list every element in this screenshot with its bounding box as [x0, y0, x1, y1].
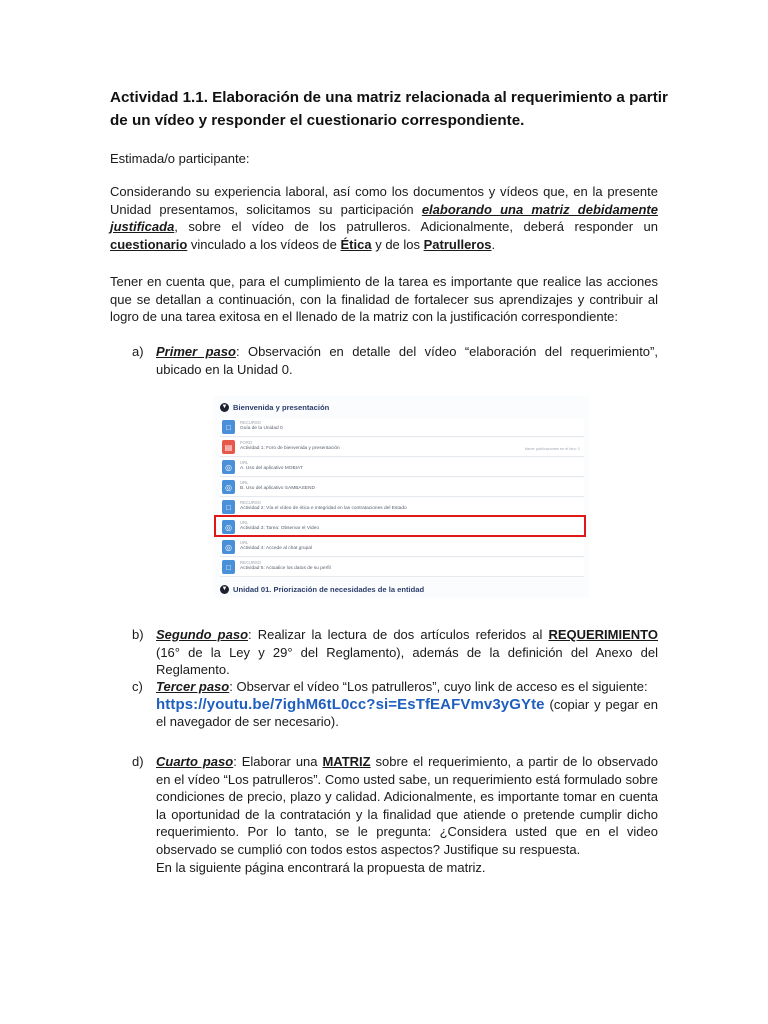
step-text: : Observar el vídeo “Los patrulleros”, cuyo link de acceso es el siguiente:	[229, 679, 648, 694]
section-title: Unidad 01. Priorización de necesidades de la entidad	[233, 584, 425, 594]
patrulleros-keyword: Patrulleros	[423, 236, 492, 252]
course-row	[220, 538, 584, 557]
ethics-keyword: Ética	[340, 236, 372, 252]
step-label: Cuarto paso	[156, 754, 234, 769]
row-type: FORO	[240, 440, 253, 445]
step-text: : Observación en detalle del vídeo “elaboración del requerimiento”, ubicado en la Unidad 0.	[156, 344, 658, 377]
step-label: Primer paso	[156, 344, 236, 359]
step-text: (16° de la Ley y 29° del Reglamento), además de la definición del Anexo del Reglamento.	[156, 644, 658, 678]
matriz-keyword: MATRIZ	[322, 754, 371, 769]
row-type: URL	[240, 460, 249, 465]
step-text: (copiar y pegar en el navegador de ser necesario).	[156, 696, 658, 730]
step-text: : Elaborar una	[233, 754, 323, 769]
section-header	[220, 400, 329, 414]
highlight-box	[214, 515, 586, 537]
row-name: Guía de la Unidad 0	[240, 426, 283, 431]
document-icon: □	[222, 560, 235, 574]
intro-text: , sobre el vídeo de los patrulleros. Adicionalmente, deberá responder un	[174, 219, 658, 235]
intro-text: y de los	[371, 236, 424, 252]
chevron-down-icon: ▼	[221, 586, 228, 592]
row-name: B. Uso del aplicativo SAMBASEND	[240, 486, 315, 491]
intro-paragraph	[110, 183, 658, 253]
section-title: Bienvenida y presentación	[233, 402, 330, 412]
step-label: Tercer paso	[156, 679, 230, 694]
row-type: URL	[240, 480, 249, 485]
step-text: sobre el requerimiento, a partir de lo observado en el vídeo “Los patrulleros”. Como usted sabe, un requerimiento está formulado sobre condiciones de precio, plazo y calidad. Adicionalmente, es importante tomar en cuenta la oportunidad de la contratación y la finalidad que atiende o pretende cumplir dicho requerimiento. Por lo tanto, se le pregunta: ¿Considera usted que en el video observado se cumplió con todos estos aspectos? Justifique su respuesta.	[156, 754, 659, 857]
row-type: RECURSO	[240, 560, 261, 565]
course-row	[220, 458, 584, 477]
globe-icon: ◎	[222, 520, 235, 534]
document-icon: □	[222, 500, 235, 514]
greeting: Estimada/o participante:	[110, 151, 250, 166]
forum-icon: ▤	[222, 440, 235, 454]
globe-icon: ◎	[222, 480, 235, 494]
step-note: En la siguiente página encontrará la propuesta de matriz.	[156, 859, 486, 875]
intro-text: Considerando su experiencia laboral, así como los documentos y vídeos que, en la presente Unidad presentamos, solicitamos su participación	[110, 184, 658, 217]
row-extra: Hacer publicaciones en el foro: 1	[524, 447, 580, 451]
globe-icon: ◎	[222, 460, 235, 474]
step-marker: c)	[132, 679, 143, 694]
row-name: Actividad 3: Tarea: Observar el Video	[240, 526, 320, 531]
intro-text: vinculado a los vídeos de	[187, 236, 341, 252]
course-screenshot	[214, 396, 589, 598]
course-row	[220, 478, 584, 497]
matrix-emphasis: elaborando una matriz debidamente justificada	[110, 201, 658, 235]
row-name: Actividad 2: Vía el vídeo de ética e integridad en las contrataciones del Estado	[240, 506, 407, 511]
questionnaire-keyword: cuestionario	[110, 236, 188, 252]
globe-icon: ◎	[222, 540, 235, 554]
step-marker: b)	[132, 627, 144, 642]
requerimiento-keyword: REQUERIMIENTO	[548, 627, 658, 642]
step-label: Segundo paso	[156, 627, 249, 642]
course-row	[220, 558, 584, 577]
row-type: RECURSO	[240, 500, 261, 505]
document-icon: □	[222, 420, 235, 434]
section-header	[220, 582, 424, 596]
course-row	[220, 418, 584, 437]
row-type: URL	[240, 540, 249, 545]
row-name: Actividad 1: Foro de bienvenida y presentación	[240, 446, 340, 451]
row-type: RECURSO	[240, 420, 261, 425]
step-text: : Realizar la lectura de dos artículos referidos al	[248, 627, 549, 642]
row-name: Actividad 5: Actualice los datos de su perfil	[240, 566, 331, 571]
intro-text: .	[491, 236, 496, 252]
instructions-paragraph: Tener en cuenta que, para el cumplimiento de la tarea es importante que realice las acciones que se detallan a continuación, con la finalidad de fortalecer sus aprendizajes y contribuir al logro de una tarea exitosa en el llenado de la matriz con la justificación correspondiente:	[110, 274, 658, 325]
row-name: A. Uso del aplicativo MOBIAT	[240, 466, 303, 471]
row-type: URL	[240, 520, 249, 525]
page-title: Actividad 1.1. Elaboración de una matriz relacionada al requerimiento a partir de un vídeo y responder el cuestionario correspondiente.	[110, 89, 668, 129]
video-link[interactable]: https://youtu.be/7ighM6tL0cc?si=EsTfEAFVmv3yGYte	[156, 695, 545, 713]
row-name: Actividad 4: Accede al chat grupal	[240, 546, 312, 551]
step-marker: d)	[132, 754, 144, 769]
chevron-down-icon: ▼	[221, 404, 228, 410]
step-marker: a)	[132, 344, 144, 359]
course-row	[220, 438, 584, 457]
